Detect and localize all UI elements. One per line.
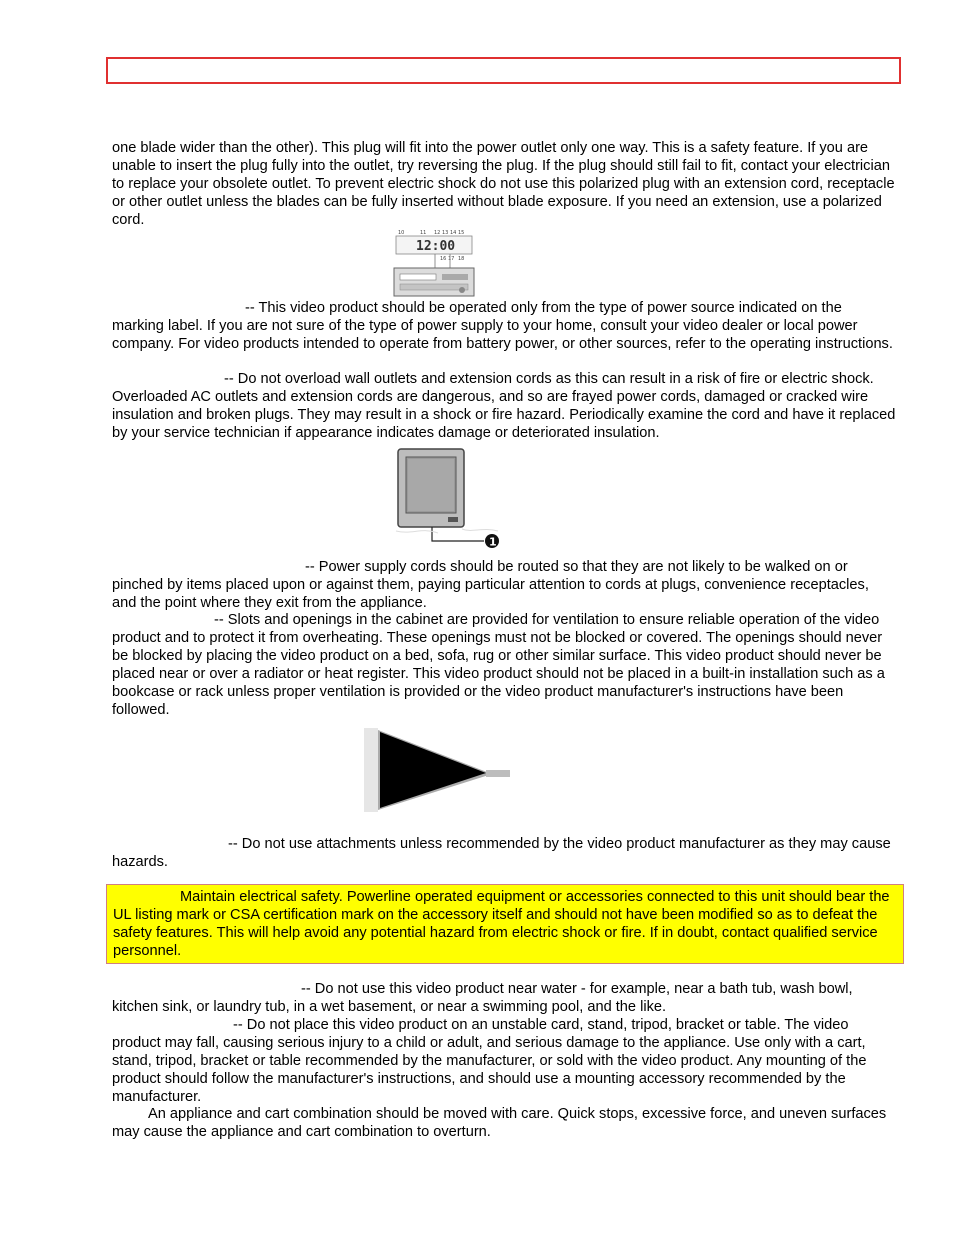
vcr-label: 11 xyxy=(420,230,427,236)
vcr-label: 12 xyxy=(434,230,441,236)
arrow-triangle-illustration xyxy=(340,716,550,820)
vcr-label: 10 xyxy=(398,230,405,236)
vcr-label: 13 xyxy=(442,230,449,236)
vcr-label: 18 xyxy=(458,256,465,262)
paragraph-polarized-plug: one blade wider than the other). This plug will fit into the power outlet only one way. This is a safety feature. If you are unable to insert the plug fully into the outlet, try reversing the plug. If the plug should still fail to fit, contact your electrician to replace your obsolete outlet. To prevent electric shock do not use this polarized plug with an extension cord, receptacle or other outlet unless the blades can be fully inserted without blade exposure. If you need an extension, use a polarized cord. xyxy=(112,140,895,228)
paragraph-cart xyxy=(112,1105,896,1141)
paragraph-ventilation xyxy=(112,611,896,719)
paragraph-overloading xyxy=(112,370,896,442)
paragraph-attachments xyxy=(112,835,896,871)
safety-note-text: Maintain electrical safety. Powerline operated equipment or accessories connected to this unit should bear the UL listing mark or CSA certification mark on the accessory itself and should not have been modified so as to defeat the safety features. This will help avoid any potential hazard from electric shock or fire. If in doubt, contact qualified service personnel. xyxy=(113,889,890,959)
paragraph-ventilation-text: -- Slots and openings in the cabinet are provided for ventilation to ensure reliable operation of the video product and to protect it from overheating. These openings must not be blocked or covered. The openings should never be blocked by placing the video product on a bed, sofa, rug or other similar surface. This video product should never be placed near or over a radiator or heat register. This video product should not be placed in a built-in installation such as a bookcase or rack unless proper ventilation is provided or the video product manufacturer's instructions have been followed. xyxy=(112,612,885,718)
paragraph-accessories-text: -- Do not place this video product on an unstable card, stand, tripod, bracket or table. The video product may fall, causing serious injury to a child or adult, and serious damage to the appliance. Use only with a cart, stand, tripod, bracket or table recommended by the manufacturer, or sold with the video product. Any mounting of the product should follow the manufacturer's instructions, and should use a mounting accessory recommended by the manufacturer. xyxy=(112,1017,867,1105)
paragraph-water-text: -- Do not use this video product near water - for example, near a bath tub, wash bowl, kitchen sink, or laundry tub, in a wet basement, or near a swimming pool, and the like. xyxy=(112,981,853,1015)
paragraph-accessories xyxy=(112,1016,896,1106)
paragraph-cart-text: An appliance and cart combination should be moved with care. Quick stops, excessive force, and uneven surfaces may cause the appliance and cart combination to overturn. xyxy=(112,1106,887,1140)
paragraph-power-sources xyxy=(112,299,896,353)
paragraph-power-cord-text: -- Power supply cords should be routed so that they are not likely to be walked on or pinched by items placed upon or against them, paying particular attention to cords at plugs, convenience receptacles, and the point where they exit from the appliance. xyxy=(112,559,869,611)
paragraph-power-sources-text: -- This video product should be operated only from the type of power source indicated on the marking label. If you are not sure of the type of power supply to your home, consult your video dealer or local power company. For video products intended to operate from battery power, or other sources, refer to the operating instructions. xyxy=(112,300,893,352)
vcr-label: 15 xyxy=(458,230,465,236)
paragraph-water xyxy=(112,980,896,1016)
paragraph-attachments-text: -- Do not use attachments unless recommended by the video product manufacturer as they may cause hazards. xyxy=(112,836,891,870)
vcr-label: 16 xyxy=(440,256,447,262)
vcr-display-illustration xyxy=(390,228,476,300)
safety-note-box xyxy=(106,884,904,964)
tv-callout-number: 1 xyxy=(489,535,497,549)
vcr-label: 17 xyxy=(448,256,455,262)
paragraph-power-cord-protection xyxy=(112,558,896,612)
paragraph-overloading-text: -- Do not overload wall outlets and extension cords as this can result in a risk of fire or electric shock. Overloaded AC outlets and extension cords are dangerous, and so are frayed power cords, damaged or cracked wire insulation and broken plugs. They may result in a shock or fire hazard. Periodically examine the cord and have it replaced by your service technician if appearance indicates damage or deteriorated insulation. xyxy=(112,371,896,441)
vcr-label: 14 xyxy=(450,230,457,236)
header-frame xyxy=(106,57,901,84)
vcr-display-digits: 12:00 xyxy=(416,239,456,254)
tv-illustration xyxy=(392,447,506,553)
